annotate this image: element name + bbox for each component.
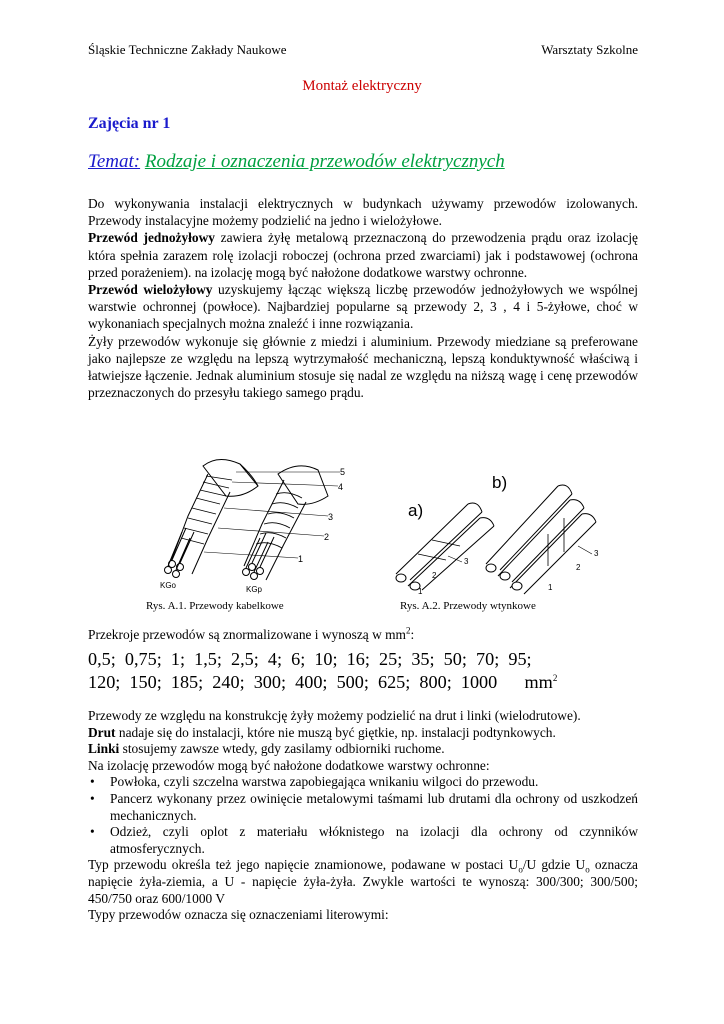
single-core-text: zawiera żyłę metalową przeznaczoną do przewodzenia prądu oraz izolację która spełnia zarazem rolę izolacji roboczej (ochrona przed zwarciami) jak i podstawowej (ochrona przed porażeniem). na izolację mogą być nałożone dodatkowe warstwy ochronne.: [88, 230, 638, 280]
intro-paragraph: Do wykonywania instalacji elektrycznych w budynkach używamy przewodów izolowanych. Przewody instalacyjne możemy podzielić na jedno i wielożyłowe.: [88, 196, 638, 229]
voltage-text-c: oznacza napięcie żyła-ziemia, a U - napięcie żyła-żyła. Zwykle wartości te wynoszą: 300/300; 300/500; 450/750 oraz 600/1000 V: [88, 857, 638, 906]
list-item: • Pancerz wykonany przez owinięcie metalowymi taśmami lub drutami dla ochrony od uszkodzeń mechanicznych.: [88, 791, 638, 824]
subject-title: Montaż elektryczny: [302, 78, 422, 94]
list-item: • Powłoka, czyli szczelna warstwa zapobiegająca wnikaniu wilgoci do przewodu.: [88, 774, 638, 791]
cable-figure-a2: [388, 456, 638, 596]
drut-paragraph: [88, 725, 638, 742]
topic-label: Temat:: [88, 151, 141, 172]
cable-figure-a1: [148, 446, 363, 594]
fig1-number-3: 3: [328, 512, 334, 522]
single-core-term: Przewód jednożyłowy: [88, 230, 215, 246]
sections-intro-sup: 2: [405, 625, 411, 636]
sizes-line-2: [88, 671, 648, 694]
header-institution: Śląskie Techniczne Zakłady Naukowe: [88, 42, 287, 57]
fig1-code-kgo: KGo: [160, 581, 177, 590]
drut-term: Drut: [88, 724, 116, 740]
fig1-number-4: 4: [338, 482, 344, 492]
fig1-number-1: 1: [298, 554, 304, 564]
types-paragraph: Typy przewodów oznacza się oznaczeniami literowymi:: [88, 907, 389, 923]
voltage-paragraph: [88, 857, 638, 907]
cable-b-drawing: [486, 485, 596, 594]
cross-section-values: [88, 648, 648, 694]
list-item: • Odzież, czyli oplot z materiału włóknistego na izolacji dla ochrony od czynników atmosferycznych.: [88, 824, 638, 857]
lesson-number: Zajęcia nr 1: [88, 115, 171, 132]
topic-text: Rodzaje i oznaczenia przewodów elektrycznych: [144, 151, 505, 172]
page-header: [88, 42, 638, 58]
fig2-number-2b: 2: [576, 563, 581, 572]
sections-intro-text: Przekroje przewodów są znormalizowane i wynoszą w mm: [88, 627, 406, 642]
layers-paragraph: Na izolację przewodów mogą być nałożone dodatkowe warstwy ochronne:: [88, 757, 490, 773]
linki-text: stosujemy zawsze wtedy, gdy zasilamy odbiorniki ruchome.: [119, 741, 445, 757]
drut-text: nadaje się do instalacji, które nie muszą być giętkie, np. instalacji podtynkowych.: [115, 724, 556, 740]
fig2-label-a: a): [408, 501, 424, 520]
topic-heading: [88, 151, 505, 173]
sections-intro: [88, 627, 414, 643]
figures: [88, 446, 644, 616]
fig2-number-1b: 1: [548, 583, 553, 592]
figure-a2-caption: Rys. A.2. Przewody wtynkowe: [400, 600, 536, 612]
sizes-unit-sup: 2: [552, 672, 558, 683]
multi-core-text: uzyskujemy łącząc większą liczbę przewodów jednożyłowych we wspólnej warstwie ochronnej (powłoce). Najbardziej popularne są przewody 2, 3 , 4 i 5-żyłowe, choć w wykonaniach specjalnych można znaleźć i inne rozwiązania.: [88, 282, 639, 332]
fig2-number-3a: 3: [464, 557, 469, 566]
multi-core-term: Przewód wielożyłowy: [88, 282, 213, 298]
fig2-number-3b: 3: [594, 549, 599, 558]
construction-paragraph: Przewody ze względu na konstrukcję żyły możemy podzielić na drut i linki (wielodrutowe).: [88, 708, 581, 723]
cable-kgo-drawing: [165, 459, 259, 577]
fig1-number-5: 5: [340, 467, 346, 477]
voltage-text-a: Typ przewodu określa też jego napięcie znamionowe, podawane w postaci U: [88, 857, 519, 873]
figure-a1-caption: Rys. A.1. Przewody kabelkowe: [146, 600, 284, 612]
sizes-line-1: 0,5; 0,75; 1; 1,5; 2,5; 4; 6; 10; 16; 25; 35; 50; 70; 95;: [88, 649, 532, 669]
header-workshop: Warsztaty Szkolne: [541, 42, 638, 57]
construction-section: [88, 708, 638, 924]
fig2-number-1a: 1: [418, 587, 423, 596]
voltage-sub-2: o: [585, 865, 590, 876]
multi-core-paragraph: [88, 281, 638, 333]
voltage-text-b: /U gdzie U: [522, 857, 586, 873]
sections-intro-end: :: [410, 627, 415, 642]
fig2-number-2a: 2: [432, 571, 437, 580]
fig1-code-kgp: KGp: [246, 585, 263, 594]
intro-section: [88, 195, 638, 401]
materials-paragraph: Żyły przewodów wykonuje się głównie z miedzi i aluminium. Przewody miedziane są preferowane jako najlepsze ze względu na lepszą wytrzymałość mechaniczną, lepszą konduktywność właściwą i łatwiejsze łączenie. Jednak aluminium stosuje się nadal ze względu na niższą wagę i cenę przewodów przeznaczonych do przesyłu takiego samego prądu.: [88, 333, 638, 401]
voltage-sub-1: o: [518, 865, 523, 876]
linki-term: Linki: [88, 741, 120, 757]
single-core-paragraph: [88, 229, 638, 281]
fig1-number-2: 2: [324, 532, 330, 542]
linki-paragraph: [88, 741, 638, 758]
sizes-line-2-text: 120; 150; 185; 240; 300; 400; 500; 625; 800; 1000 mm: [88, 672, 553, 692]
layers-list: [88, 774, 638, 857]
fig2-label-b: b): [492, 473, 508, 492]
